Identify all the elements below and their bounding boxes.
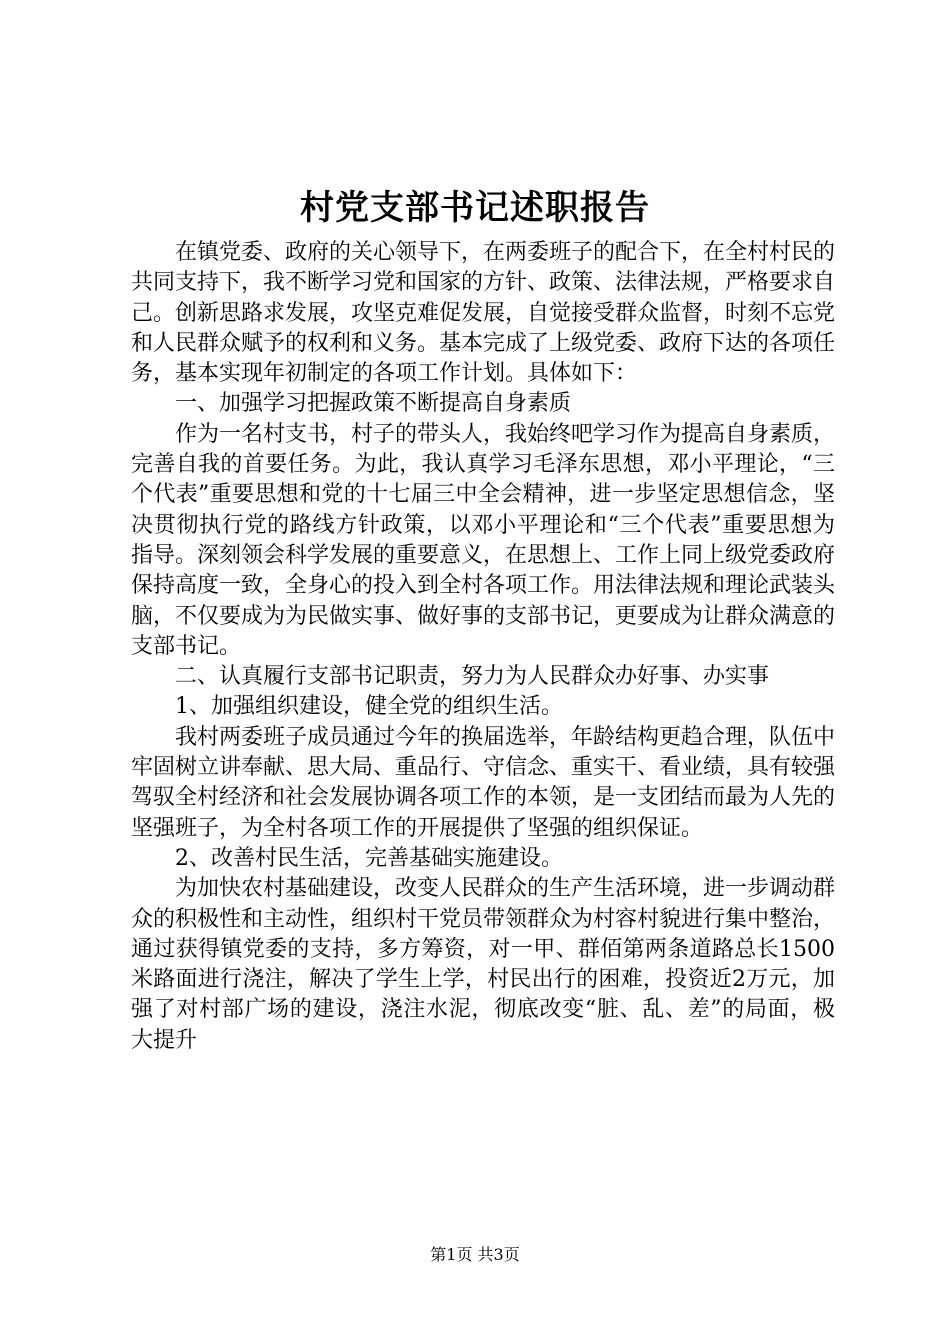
subheading-1: 1、加强组织建设，健全党的组织生活。 (175, 694, 563, 720)
paragraph-infrastructure: 为加快农村基础建设，改变人民群众的生产生活环境，进一步调动群众的积极性和主动性，组织村干党员带领群众为村容村貌进行集中整治，通过获得镇党委的支持，多方筹资，对一甲、群佰第两条道路总长1500米路面进行浇注，解决了学生上学，村民出行的困难，投资近2万元，加强了对村部广场的建设，浇注水泥，彻底改变“脏、乱、差”的局面，极大提升 (131, 876, 836, 1053)
section-heading-2: 二、认真履行支部书记职责，努力为人民群众办好事、办实事 (175, 664, 770, 690)
subheading-2: 2、改善村民生活，完善基础实施建设。 (175, 845, 563, 871)
paragraph-intro: 在镇党委、政府的关心领导下，在两委班子的配合下，在全村村民的共同支持下，我不断学习党和国家的方针、政策、法律法规，严格要求自己。创新思路求发展，攻坚克难促发展，自觉接受群众监督，时刻不忘党和人民群众赋予的权利和义务。基本完成了上级党委、政府下达的各项任务，基本实现年初制定的各项工作计划。具体如下： (131, 240, 836, 387)
document-body (131, 238, 835, 1056)
document-title: 村党支部书记述职报告 (300, 188, 650, 228)
page-footer: 第1页 共3页 (430, 1245, 520, 1264)
paragraph-study: 作为一名村支书，村子的带头人，我始终吧学习作为提高自身素质，完善自我的首要任务。为此，我认真学习毛泽东思想，邓小平理论，“三个代表”重要思想和党的十七届三中全会精神，进一步坚定思想信念，坚决贯彻执行党的路线方针政策，以邓小平理论和“三个代表”重要思想为指导。深刻领会科学发展的重要意义，在思想上、工作上同上级党委政府保持高度一致，全身心的投入到全村各项工作。用法律法规和理论武装头脑，不仅要成为为民做实事、做好事的支部书记，更要成为让群众满意的支部书记。 (131, 421, 836, 659)
section-heading-1: 一、加强学习把握政策不断提高自身素质 (175, 391, 572, 417)
paragraph-organization: 我村两委班子成员通过今年的换届选举，年龄结构更趋合理，队伍中牢固树立讲奉献、思大局、重品行、守信念、重实干、看业绩，具有较强驾驭全村经济和社会发展协调各项工作的本领，是一支团结而最为人先的坚强班子，为全村各项工作的开展提供了坚强的组织保证。 (131, 724, 836, 841)
